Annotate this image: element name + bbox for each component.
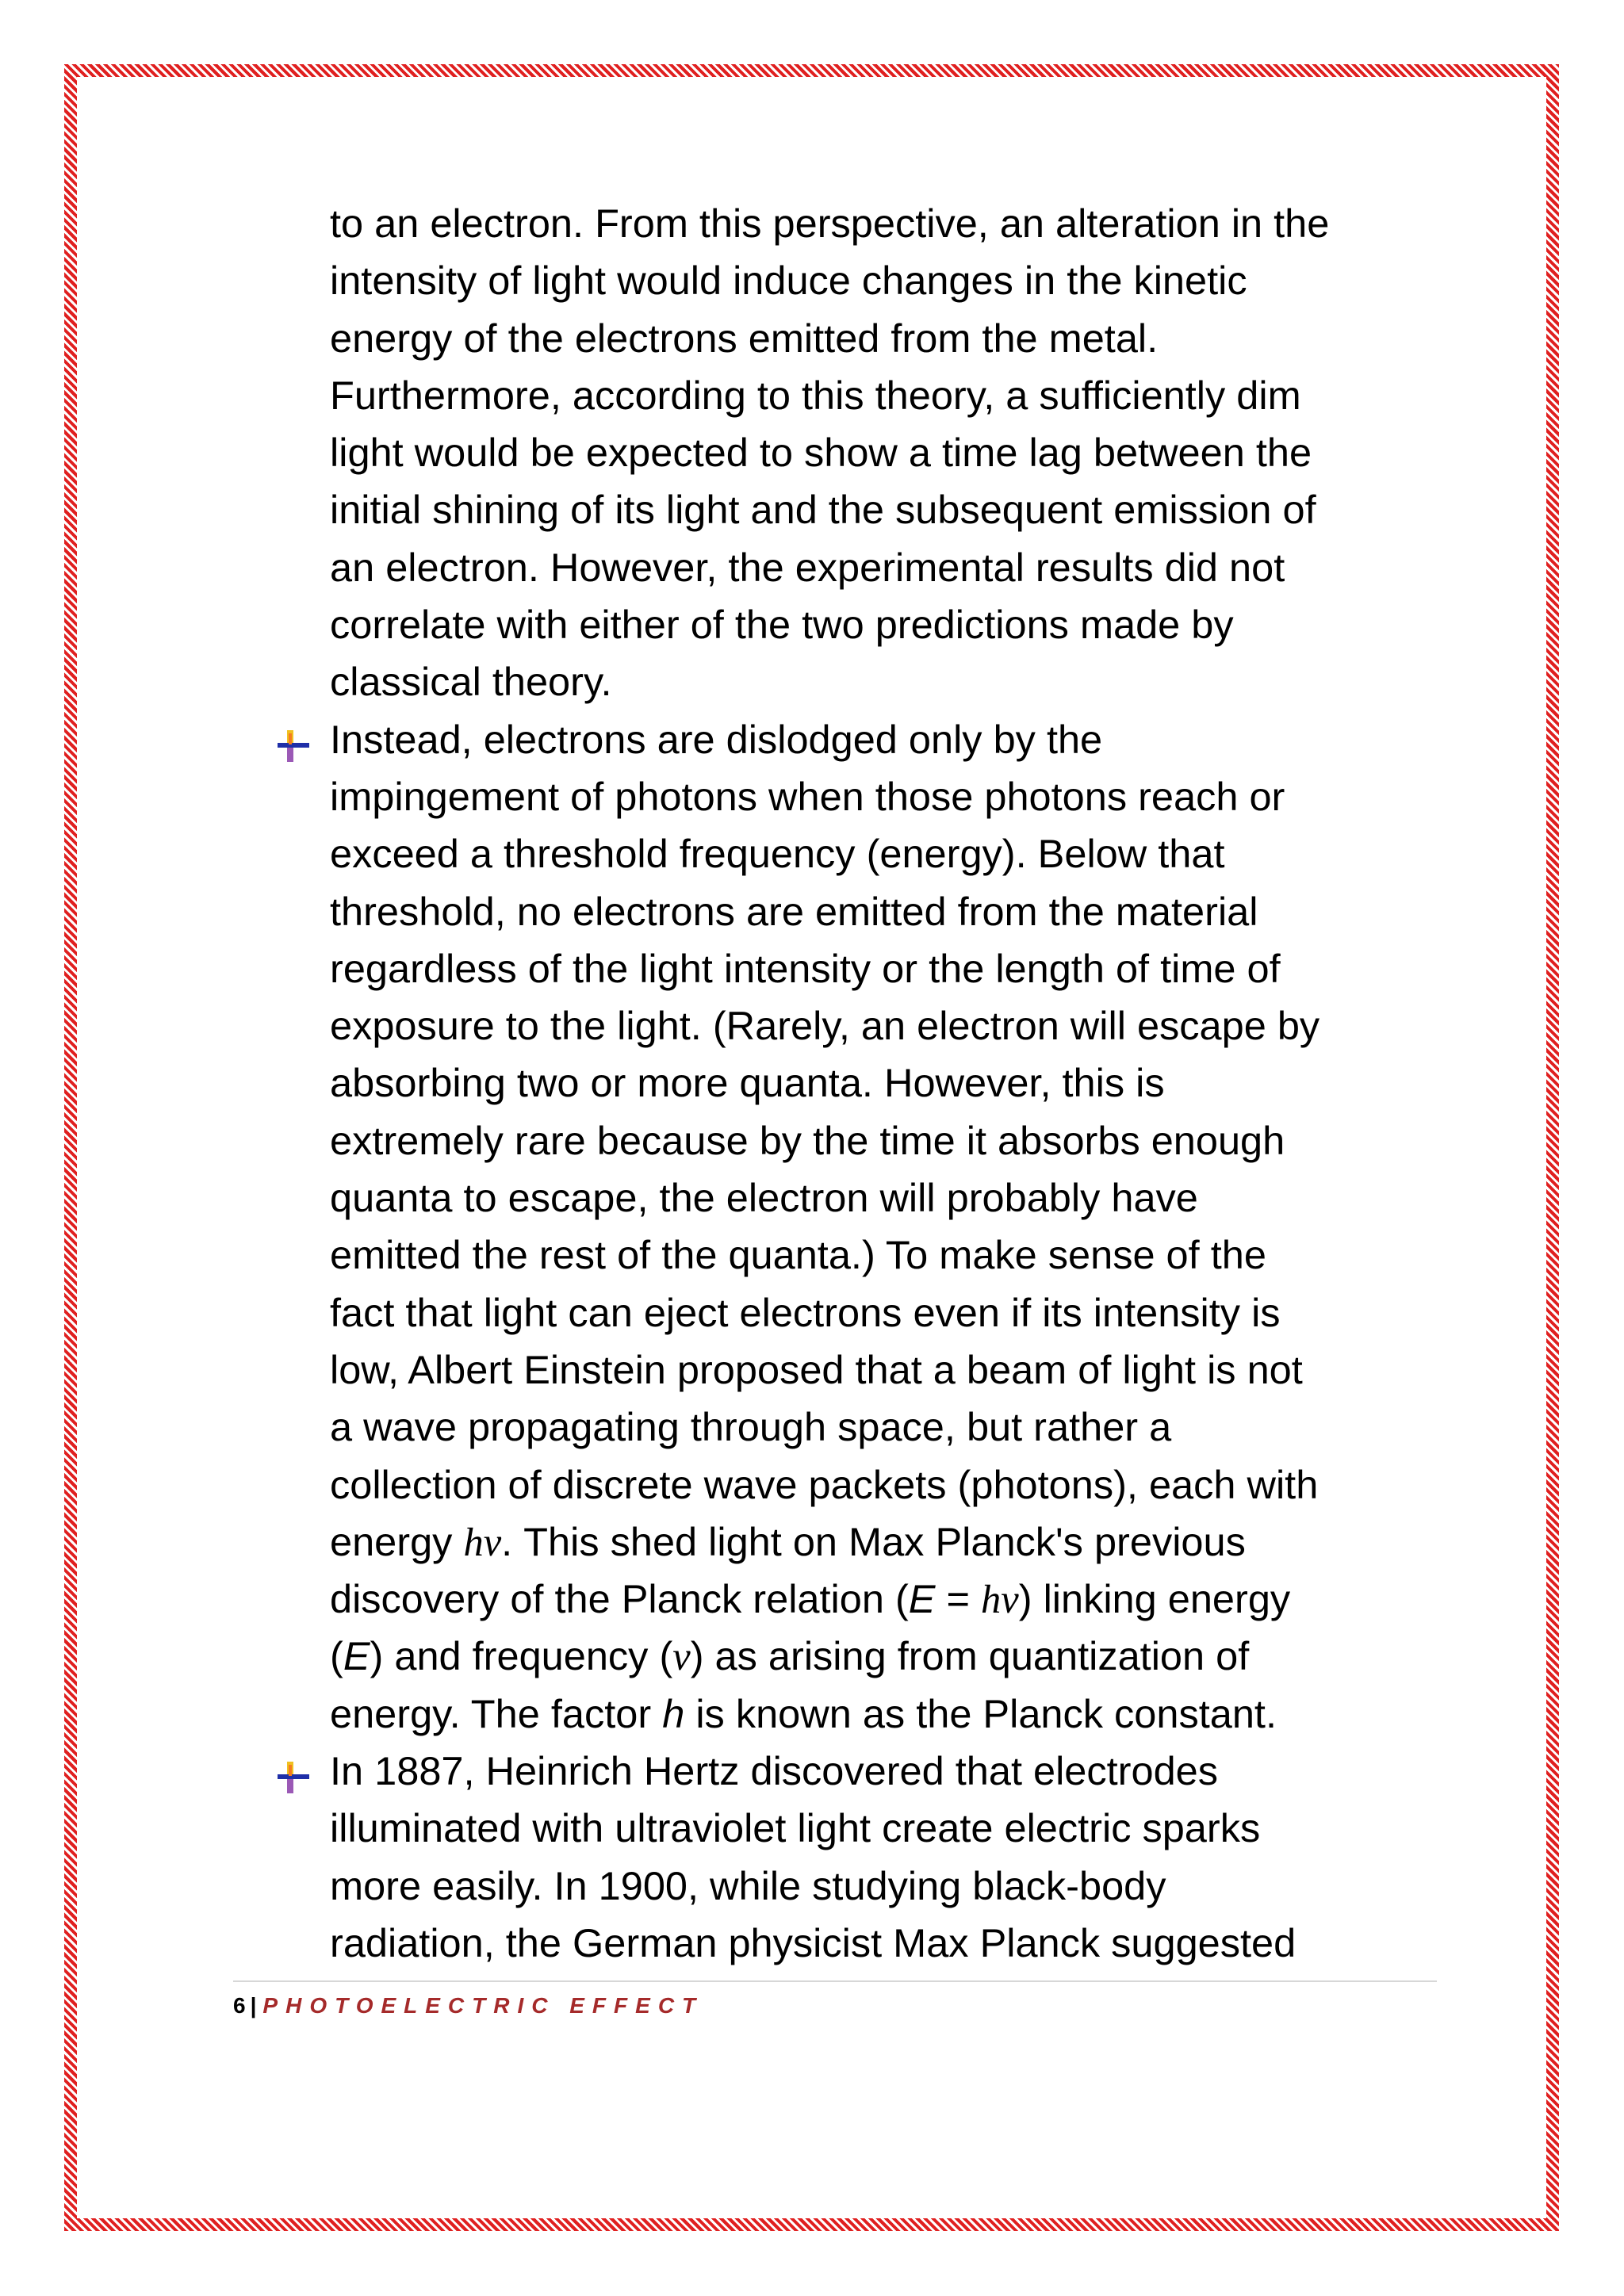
text-line: extremely rare because by the time it absorbs enough [330, 1117, 1285, 1163]
text-line: to an electron. From this perspective, an alteration in the [330, 201, 1330, 246]
bullet-text [330, 1743, 1432, 1972]
text-line [330, 1571, 1432, 1628]
text-line: Instead, electrons are dislodged only by the [330, 716, 1103, 762]
text-run: ) as arising from quantization of [690, 1633, 1250, 1679]
text-line: impingement of photons when those photons reach or [330, 773, 1285, 819]
text-line: energy of the electrons emitted from the metal. [330, 315, 1159, 361]
text-run: ) linking energy [1018, 1576, 1291, 1622]
text-line: regardless of the light intensity or the length of time of [330, 945, 1281, 991]
text-line [330, 1686, 1432, 1743]
bullet-item-einstein [330, 711, 1432, 1743]
text-line: exposure to the light. (Rarely, an electron will escape by [330, 1003, 1320, 1049]
text-line: intensity of light would induce changes in the kinetic [330, 258, 1247, 304]
symbol-h-nu: hν [463, 1519, 502, 1564]
symbol-e: E [343, 1633, 370, 1679]
text-line: fact that light can eject electrons even if its intensity is [330, 1289, 1281, 1335]
page-footer [233, 1990, 703, 2022]
footer-rule [233, 1980, 1437, 1982]
text-line: emitted the rest of the quanta.) To make sense of the [330, 1232, 1266, 1278]
bullet-item-hertz [330, 1743, 1432, 1972]
text-line: more easily. In 1900, while studying black-body [330, 1862, 1166, 1908]
text-line: radiation, the German physicist Max Planck suggested [330, 1919, 1297, 1965]
text-line: a wave propagating through space, but rather a [330, 1404, 1172, 1450]
symbol-h-nu: hν [981, 1577, 1019, 1622]
footer-title: PHOTOELECTRIC EFFECT [262, 1993, 704, 2018]
text-line [330, 1513, 1432, 1571]
text-run: ( [330, 1633, 343, 1679]
text-line: an electron. However, the experimental results did not [330, 544, 1285, 590]
bullet-text [330, 711, 1432, 1743]
colored-cross-bullet-icon [276, 1760, 311, 1795]
text-line: classical theory. [330, 659, 612, 705]
text-run: energy [330, 1518, 464, 1564]
symbol-nu: ν [672, 1634, 691, 1679]
text-line: illuminated with ultraviolet light create electric sparks [330, 1805, 1261, 1851]
text-run: . This shed light on Max Planck's previous [501, 1518, 1246, 1564]
text-line: quanta to escape, the electron will probably have [330, 1175, 1198, 1221]
text-line: threshold, no electrons are emitted from the material [330, 888, 1258, 934]
text-line: Furthermore, according to this theory, a sufficiently dim [330, 372, 1301, 418]
document-body [330, 195, 1432, 1972]
text-line: exceed a threshold frequency (energy). Below that [330, 831, 1225, 877]
paragraph-continued [330, 195, 1432, 711]
symbol-e: E [908, 1576, 936, 1622]
text-line: light would be expected to show a time lag between the [330, 430, 1312, 476]
text-line: absorbing two or more quanta. However, this is [330, 1060, 1165, 1106]
text-run: = [935, 1576, 982, 1622]
text-line: collection of discrete wave packets (photons), each with [330, 1461, 1319, 1507]
text-run: ) and frequency ( [370, 1633, 673, 1679]
text-line [330, 1628, 1432, 1685]
text-line: initial shining of its light and the subsequent emission of [330, 487, 1316, 533]
text-run: discovery of the Planck relation ( [330, 1576, 909, 1622]
text-line: In 1887, Heinrich Hertz discovered that electrodes [330, 1748, 1219, 1794]
text-run: is known as the Planck constant. [684, 1690, 1277, 1736]
footer-separator: | [250, 1993, 257, 2018]
symbol-h: h [662, 1690, 685, 1736]
text-line: correlate with either of the two predictions made by [330, 602, 1234, 648]
colored-cross-bullet-icon [276, 729, 311, 763]
page-number: 6 [233, 1993, 246, 2018]
text-line: low, Albert Einstein proposed that a beam of light is not [330, 1346, 1303, 1392]
text-run: energy. The factor [330, 1690, 663, 1736]
